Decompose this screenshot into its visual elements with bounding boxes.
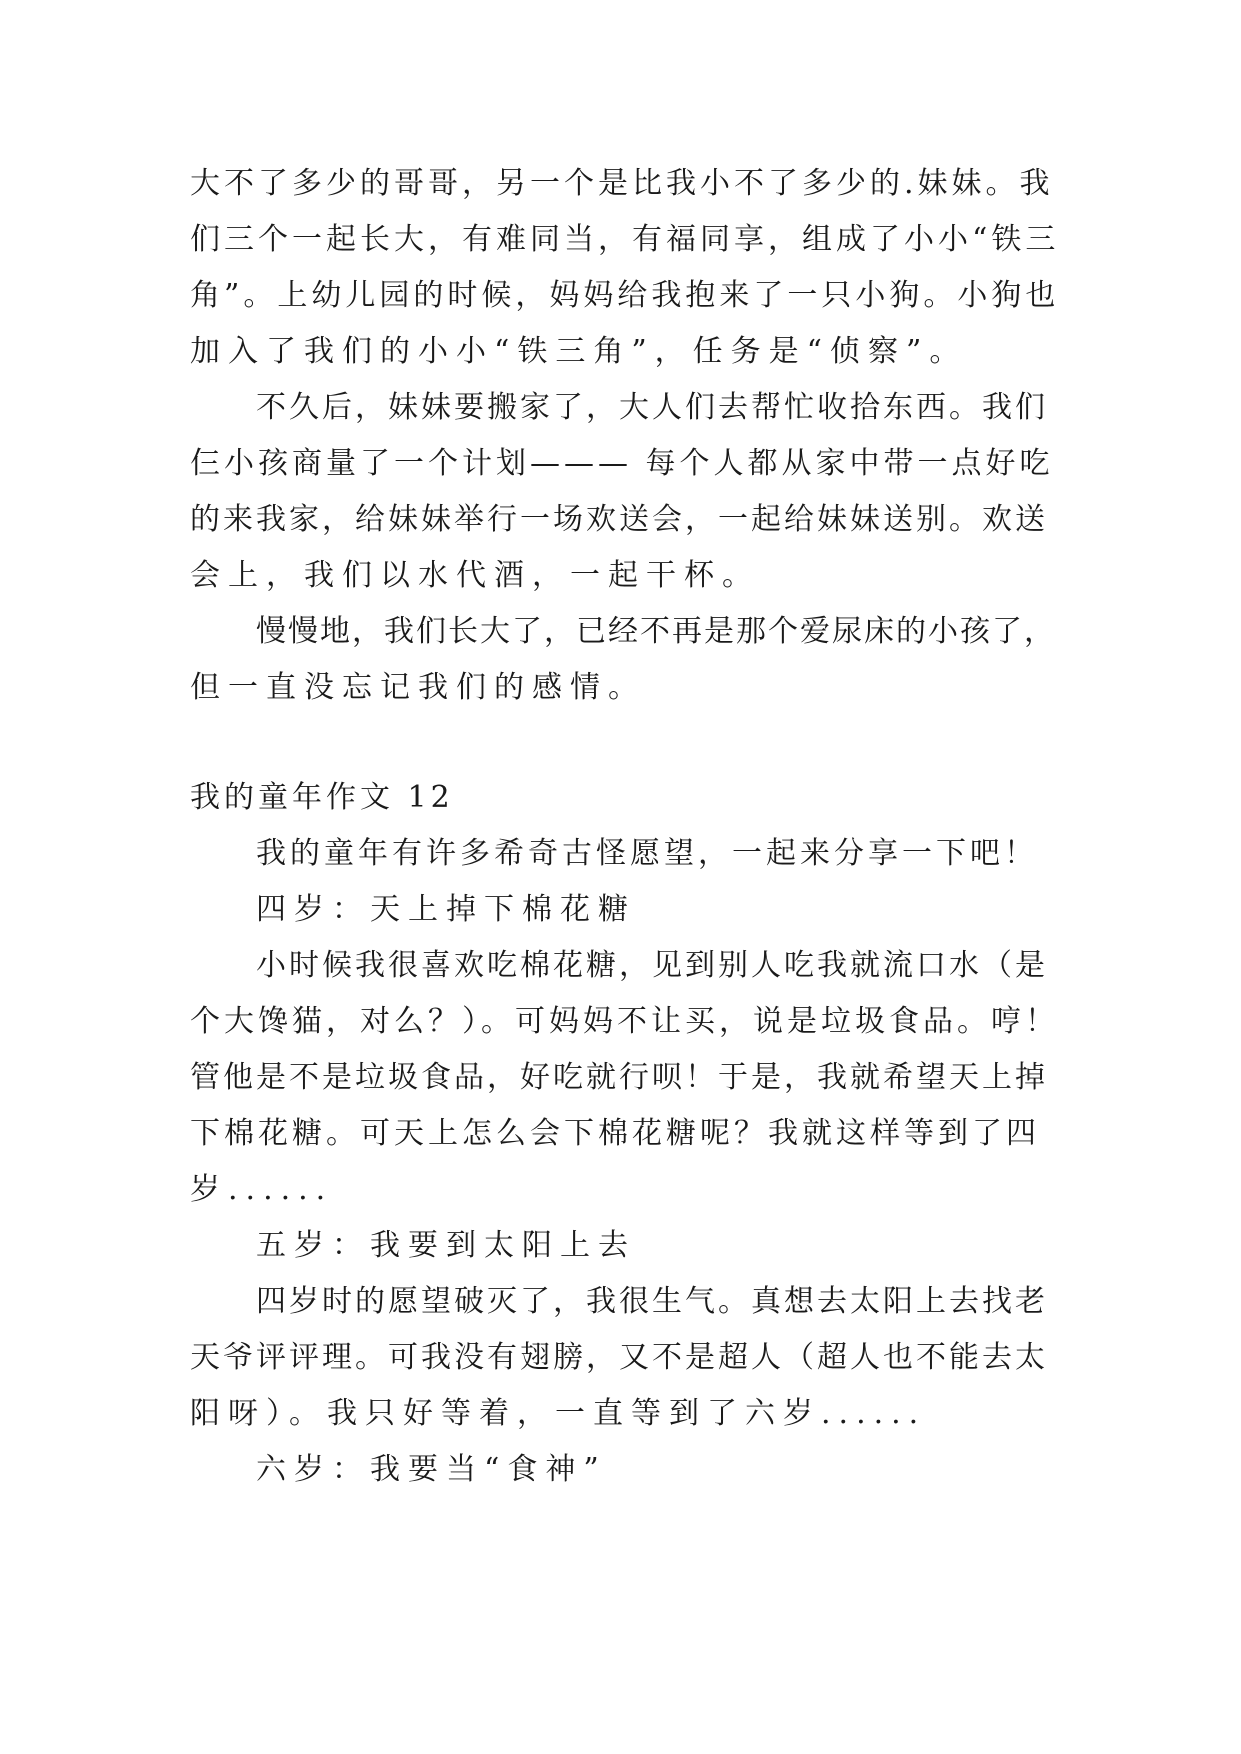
- paragraph-line: 阳呀）。我只好等着，一直等到了六岁......: [190, 1396, 927, 1431]
- paragraph-line: 管他是不是垃圾食品，好吃就行呗！于是，我就希望天上掉: [190, 1060, 1048, 1095]
- section-title: 我的童年作文 12: [190, 780, 454, 815]
- paragraph-line: 慢慢地，我们长大了，已经不再是那个爱尿床的小孩了，: [256, 614, 1056, 649]
- intro-line: 我的童年有许多希奇古怪愿望，一起来分享一下吧！: [256, 836, 1038, 871]
- paragraph-line: 四岁时的愿望破灭了，我很生气。真想去太阳上去找老: [256, 1284, 1048, 1319]
- paragraph-line: 不久后，妹妹要搬家了，大人们去帮忙收拾东西。我们: [256, 390, 1048, 425]
- paragraph-line: 个大馋猫，对么？）。可妈妈不让买，说是垃圾食品。哼！: [190, 1004, 1059, 1039]
- paragraph-line: 天爷评评理。可我没有翅膀，又不是超人（超人也不能去太: [190, 1340, 1048, 1375]
- subheading-age5: 五岁：我要到太阳上去: [256, 1228, 636, 1263]
- paragraph-line: 但一直没忘记我们的感情。: [190, 670, 646, 705]
- paragraph-line: 下棉花糖。可天上怎么会下棉花糖呢？我就这样等到了四: [190, 1116, 1040, 1151]
- paragraph-line: 们三个一起长大，有难同当，有福同享，组成了小小“铁三: [190, 222, 1060, 257]
- paragraph-line: 角”。上幼儿园的时候，妈妈给我抱来了一只小狗。小狗也: [190, 278, 1060, 313]
- paragraph-line: 的来我家，给妹妹举行一场欢送会，一起给妹妹送别。欢送: [190, 502, 1048, 537]
- paragraph-line: 仨小孩商量了一个计划——— 每个人都从家中带一点好吃: [190, 446, 1054, 481]
- paragraph-line: 加入了我们的小小“铁三角”，任务是“侦察”。: [190, 334, 968, 369]
- paragraph-line: 大不了多少的哥哥，另一个是比我小不了多少的.妹妹。我: [190, 166, 1054, 201]
- paragraph-line: 岁......: [190, 1172, 334, 1207]
- subheading-age6: 六岁：我要当“食神”: [256, 1452, 607, 1487]
- paragraph-line: 小时候我很喜欢吃棉花糖，见到别人吃我就流口水（是: [256, 948, 1048, 983]
- subheading-age4: 四岁：天上掉下棉花糖: [256, 892, 636, 927]
- paragraph-line: 会上，我们以水代酒，一起干杯。: [190, 558, 760, 593]
